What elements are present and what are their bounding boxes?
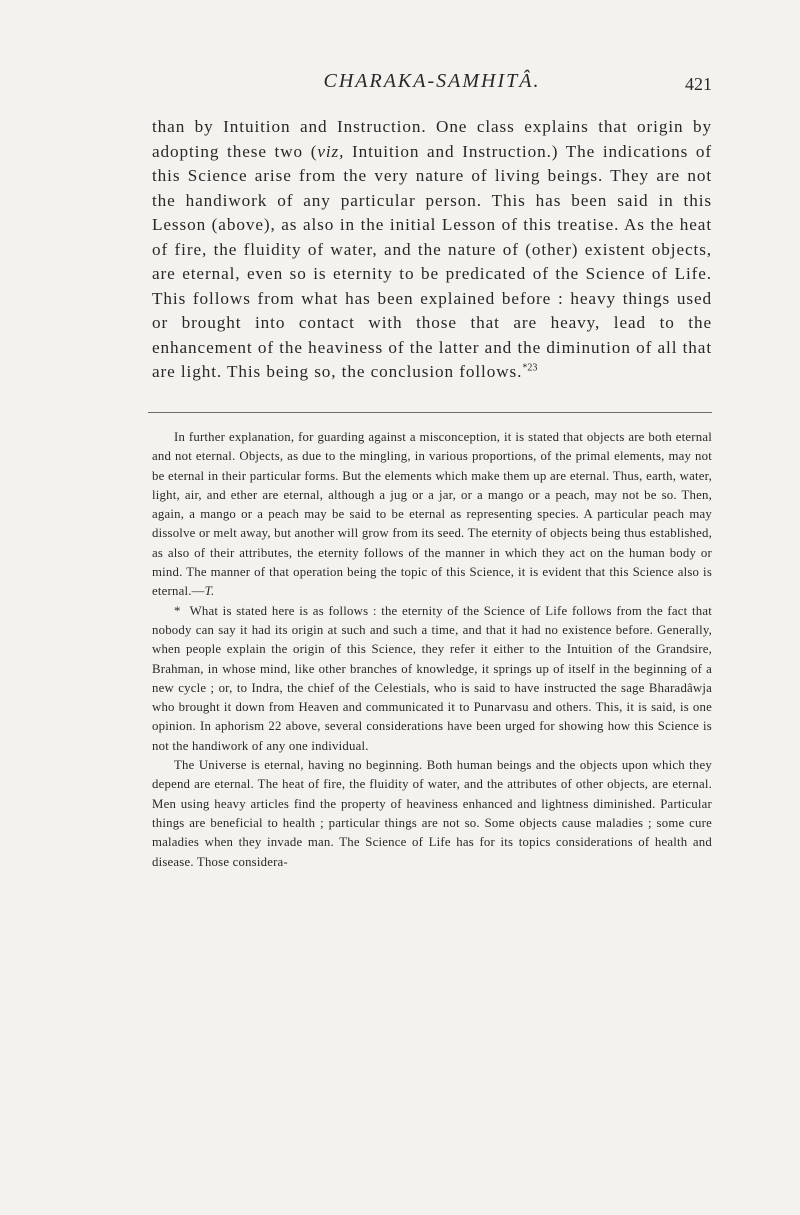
note-universe xyxy=(152,756,712,872)
main-text xyxy=(152,115,712,385)
footnotes xyxy=(152,428,712,872)
footnote-divider xyxy=(148,412,712,413)
note-translator-text: In further explanation, for guarding against a misconception, it is stated that objects are both eternal and not eternal. Objects, as due to the mingling, in various proportions, of the primal elements, may not be eternal in their particular forms. But the elements which make them up are eternal. Thus, earth, water, light, air, and ether are eternal, although a jug or a jar, or a mango or a peach, may not be so. Then, again, a mango or a peach may be said to be eternal as representing species. A particular peach may dissolve or melt away, but another will grow from its seed. The eternity of objects being thus established, as also of their attributes, the eternity follows of the manner in which they act on the human body or mind. The manner of that operation being the topic of this Science, it is evident that this Science also is eternal.— xyxy=(152,430,712,599)
note-translator xyxy=(152,428,712,602)
note-asterisk xyxy=(152,602,712,756)
main-paragraph xyxy=(152,115,712,385)
viz-abbreviation: viz, xyxy=(317,141,345,161)
footnote-marker: *23 xyxy=(522,362,538,374)
main-text-part-2: Intuition and Instruction.) The indications of this Science arise from the very nature of living beings. They are not the handiwork of any particular person. This has been said in this Lesson (above), as also in the initial Lesson of this treatise. As the heat of fire, the fluidity of water, and the nature of (other) existent objects, are eternal, even so is eternity to be predicated of the Science of Life. This follows from what has been explained before : heavy things used or brought into contact with those that are heavy, lead to the enhancement of the heaviness of the latter and the diminution of all that are light. This being so, the conclusion follows. xyxy=(152,141,712,381)
running-title: CHARAKA-SAMHITÂ. xyxy=(323,70,541,92)
running-head xyxy=(152,70,712,100)
page-number: 421 xyxy=(685,74,712,94)
asterisk-marker: * xyxy=(174,603,181,618)
translator-sign: T. xyxy=(204,584,215,599)
note-asterisk-text: What is stated here is as follows : the eternity of the Science of Life follows from the fact that nobody can say it had its origin at such and such a time, and that it had no existence before. Generally, when people explain the origin of this Science, they refer it either to the Intuition of the Grandsire, Brahman, in whose mind, like other branches of knowledge, it springs up of itself in the beginning of a new cycle ; or, to Indra, the chief of the Celestials, who is said to have instructed the sage Bharadâwja who brought it down from Heaven and communicated it to Punarvasu and others. This, it is said, is one opinion. In aphorism 22 above, several considerations have been urged for showing how this Science is not the handiwork of any one individual. xyxy=(152,603,712,753)
note-universe-text: The Universe is eternal, having no beginning. Both human beings and the objects upon which they depend are eternal. The heat of fire, the fluidity of water, and the attributes of other objects, are eternal. Men using heavy articles find the property of heaviness enhanced and lightness diminished. Particular things are beneficial to health ; particular things are not so. Some objects cause maladies ; some cure maladies when they invade man. The Science of Life has for its topics considerations of health and disease. Those considera- xyxy=(152,758,712,869)
main-text-part-1: than by Intuition and Instruction. One class explains that origin by adopting these two ( xyxy=(152,117,712,161)
